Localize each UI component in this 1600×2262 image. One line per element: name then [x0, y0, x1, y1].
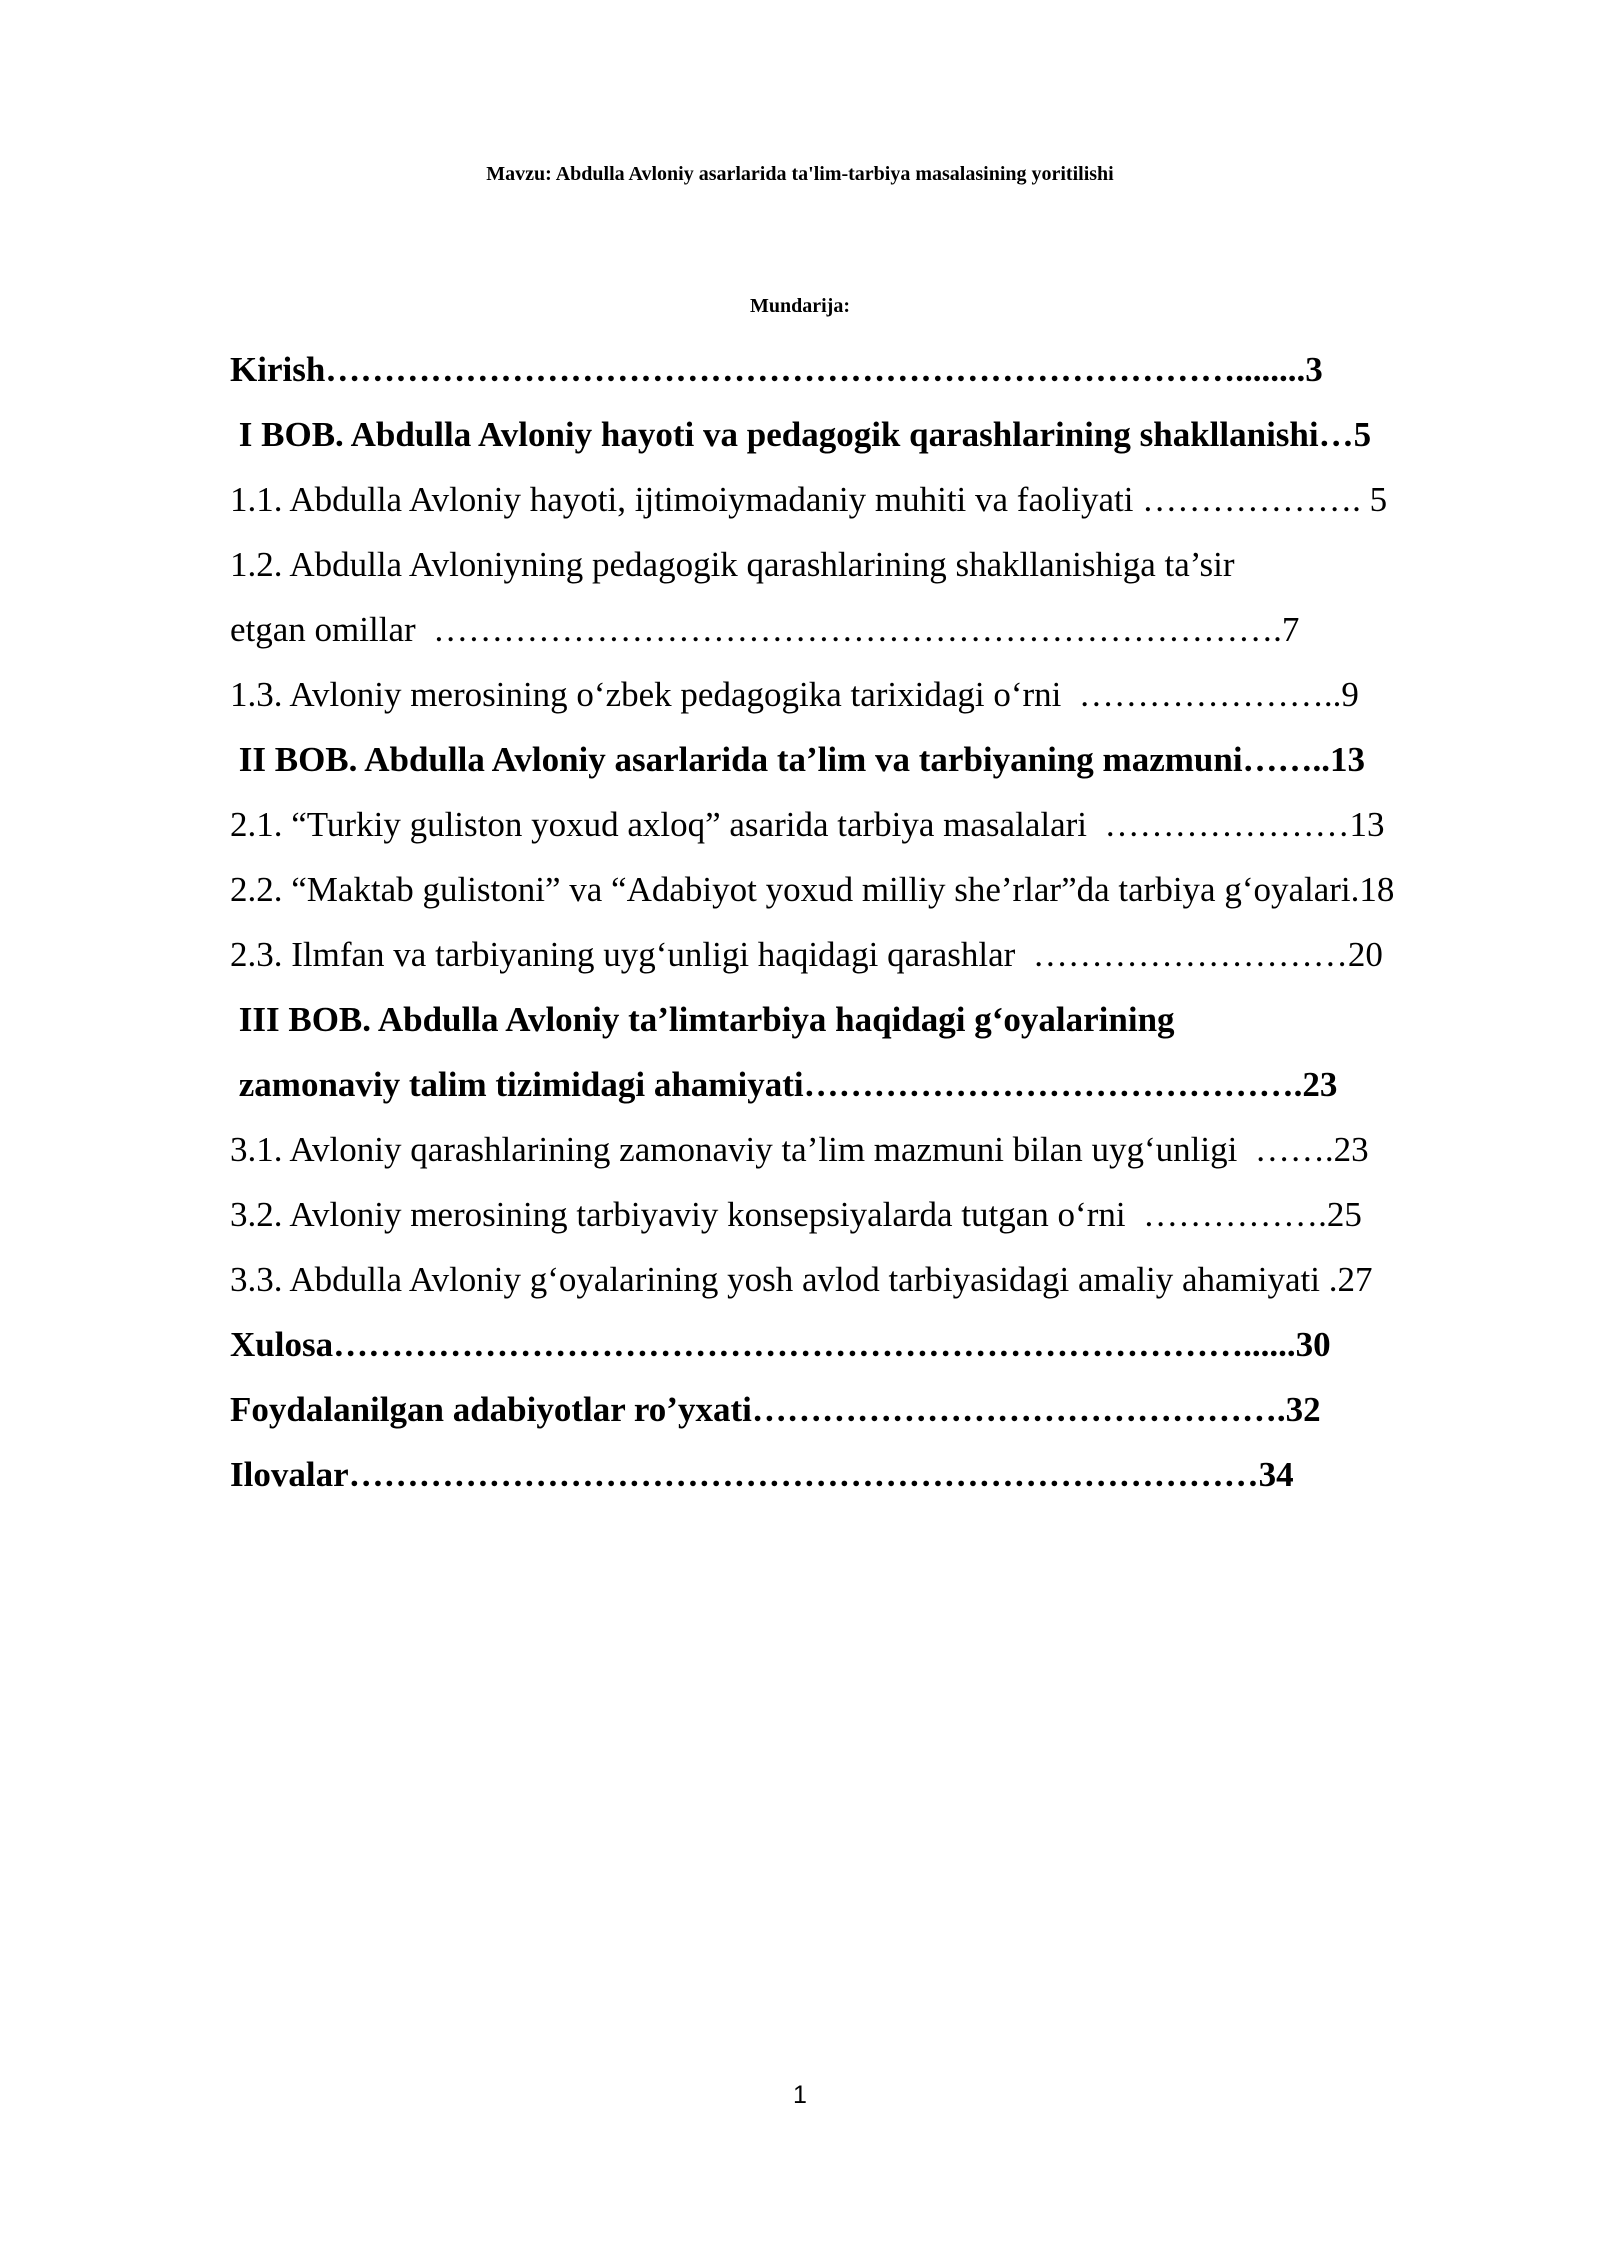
toc-entry-1-1: 1.1. Abdulla Avloniy hayoti, ijtimoiymadaniy muhiti va faoliyati ………………. 5 — [230, 480, 1388, 519]
toc-entry-chapter-1: I BOB. Abdulla Avloniy hayoti va pedagogik qarashlarining shakllanishi…5 — [230, 415, 1372, 454]
toc-entry-2-1: 2.1. “Turkiy guliston yoxud axloq” asarida tarbiya masalalari …………………13 — [230, 805, 1385, 844]
document-title: Mavzu: Abdulla Avloniy asarlarida ta'lim-tarbiya masalasining yoritilishi — [486, 163, 1114, 185]
toc-entry-chapter-3: III BOB. Abdulla Avloniy ta’limtarbiya haqidagi gʻoyalarining — [230, 1000, 1175, 1039]
toc-entry-1-2-continued: etgan omillar ……………………………………………………………….7 — [230, 610, 1300, 649]
toc-heading: Mundarija: — [750, 295, 850, 317]
page-number: 1 — [793, 2081, 807, 2109]
toc-entry-3-2: 3.2. Avloniy merosining tarbiyaviy konsepsiyalarda tutgan oʻrni …………….25 — [230, 1195, 1362, 1234]
toc-entry-1-2: 1.2. Abdulla Avloniyning pedagogik qarashlarining shakllanishiga ta’sir — [230, 545, 1235, 584]
toc-entry-xulosa: Xulosa……………………………………………………………………......30 — [230, 1325, 1331, 1364]
toc-entry-3-1: 3.1. Avloniy qarashlarining zamonaviy ta’lim mazmuni bilan uygʻunligi …….23 — [230, 1130, 1369, 1169]
toc-entry-chapter-2: II BOB. Abdulla Avloniy asarlarida ta’lim va tarbiyaning mazmuni……..13 — [230, 740, 1366, 779]
toc-entry-references: Foydalanilgan adabiyotlar roʼyxati……………………………………….32 — [230, 1390, 1321, 1429]
toc-entry-kirish: Kirish……………………………………………………………………........3 — [230, 350, 1323, 389]
toc-entry-3-3: 3.3. Abdulla Avloniy gʻoyalarining yosh avlod tarbiyasidagi amaliy ahamiyati .27 — [230, 1260, 1373, 1299]
toc-entry-2-3: 2.3. Ilmfan va tarbiyaning uygʻunligi haqidagi qarashlar ………………………20 — [230, 935, 1383, 974]
toc-entry-2-2: 2.2. “Maktab gulistoni” va “Adabiyot yoxud milliy she’rlar”da tarbiya gʻoyalari.18 — [230, 870, 1395, 909]
toc-entry-1-3: 1.3. Avloniy merosining oʻzbek pedagogika tarixidagi oʻrni …………………..9 — [230, 675, 1359, 714]
toc-entry-ilovalar: Ilovalar……………………………………………………………………34 — [230, 1455, 1294, 1494]
toc-entry-chapter-3-continued: zamonaviy talim tizimidagi ahamiyati…………………………………….23 — [230, 1065, 1338, 1104]
